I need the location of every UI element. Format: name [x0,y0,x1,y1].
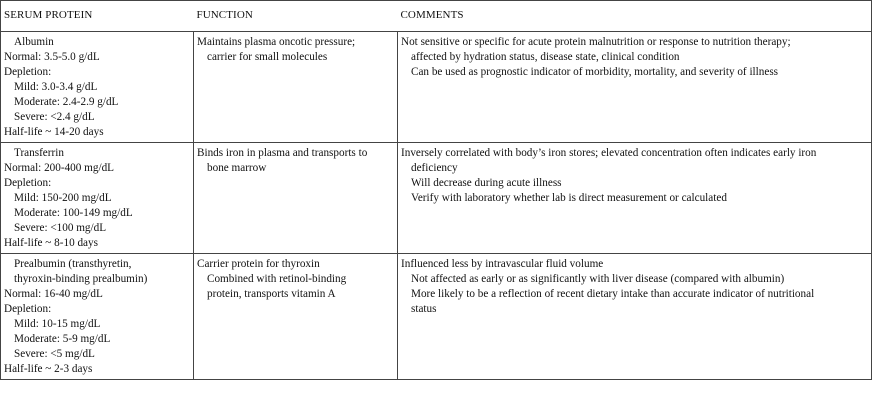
comment-text: Verify with laboratory whether lab is direct measurement or calculated [411,192,727,204]
comment-text: affected by hydration status, disease state, clinical condition [411,51,680,63]
comment-text: status [411,303,437,315]
moderate-range: Moderate: 5-9 mg/dL [14,333,111,345]
comment-text: More likely to be a reflection of recent dietary intake than accurate indicator of nutritional [411,288,815,300]
function-text: Combined with retinol-binding [207,273,347,285]
function-text: Maintains plasma oncotic pressure; [197,36,356,48]
mild-range: Mild: 3.0-3.4 g/dL [14,81,98,93]
protein-cell [1,32,194,143]
comment-text: Not sensitive or specific for acute protein malnutrition or response to nutrition therapy; [401,36,791,48]
function-cell [194,32,398,143]
mild-range: Mild: 10-15 mg/dL [14,318,101,330]
header-function: FUNCTION [194,1,398,32]
protein-name: Albumin [14,36,54,48]
protein-cell [1,143,194,254]
function-cell [194,254,398,380]
comment-text: Not affected as early or as significantly with liver disease (compared with albumin) [411,273,785,285]
header-comments: COMMENTS [398,1,872,32]
table-row [1,254,872,380]
function-text: carrier for small molecules [207,51,328,63]
severe-range: Severe: <100 mg/dL [14,222,107,234]
comment-text: Inversely correlated with body’s iron stores; elevated concentration often indicates early iron [401,147,817,159]
comment-text: Influenced less by intravascular fluid volume [401,258,604,270]
function-text: Binds iron in plasma and transports to [197,147,368,159]
half-life: Half-life ~ 2-3 days [4,363,93,375]
normal-range: Normal: 16-40 mg/dL [4,288,103,300]
protein-cell [1,254,194,380]
comment-text: Can be used as prognostic indicator of morbidity, mortality, and severity of illness [411,66,779,78]
severe-range: Severe: <2.4 g/dL [14,111,95,123]
function-text: Carrier protein for thyroxin [197,258,320,270]
function-text: protein, transports vitamin A [207,288,336,300]
protein-name: Prealbumin (transthyretin, [14,258,132,270]
normal-range: Normal: 200-400 mg/dL [4,162,114,174]
comment-text: deficiency [411,162,458,174]
function-cell [194,143,398,254]
moderate-range: Moderate: 100-149 mg/dL [14,207,133,219]
function-text: bone marrow [207,162,267,174]
half-life: Half-life ~ 8-10 days [4,237,98,249]
comment-text: Will decrease during acute illness [411,177,562,189]
moderate-range: Moderate: 2.4-2.9 g/dL [14,96,119,108]
comments-cell [398,254,872,380]
protein-name: Transferrin [14,147,64,159]
table-row [1,32,872,143]
header-serum-protein: SERUM PROTEIN [1,1,194,32]
comments-cell [398,143,872,254]
half-life: Half-life ~ 14-20 days [4,126,104,138]
header-row [1,1,872,32]
depletion-label: Depletion: [4,303,52,315]
comments-cell [398,32,872,143]
depletion-label: Depletion: [4,177,52,189]
severe-range: Severe: <5 mg/dL [14,348,95,360]
mild-range: Mild: 150-200 mg/dL [14,192,112,204]
table-row [1,143,872,254]
normal-range: Normal: 3.5-5.0 g/dL [4,51,100,63]
protein-name-continued: thyroxin-binding prealbumin) [14,273,148,285]
depletion-label: Depletion: [4,66,52,78]
